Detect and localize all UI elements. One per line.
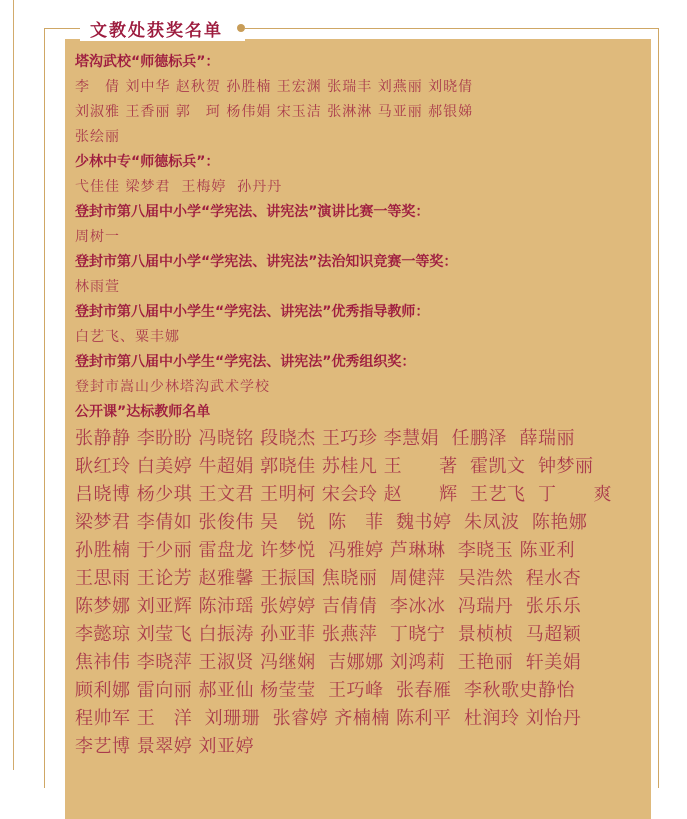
award-heading-line: 公开课”达标教师名单	[75, 404, 211, 420]
award-names-line: 弋佳佳 梁梦君 王梅婷 孙丹丹	[75, 179, 283, 195]
award-box	[65, 39, 651, 819]
award-heading-line: 登封市第八届中小学生“学宪法、讲宪法”优秀指导教师：	[75, 304, 430, 320]
teacher-grid-row: 顾利娜 雷向丽 郝亚仙 杨莹莹 王巧峰 张春雁 李秋歌史静怡	[75, 680, 575, 701]
award-heading-line: 登封市第八届中小学“学宪法、讲宪法”法治知识竞赛一等奖：	[75, 254, 458, 270]
award-names-line: 登封市嵩山少林塔沟武术学校	[75, 379, 270, 395]
title-dot-icon	[237, 24, 245, 32]
left-accent-line	[13, 0, 14, 770]
award-names-line: 刘淑雅 王香丽 郭 珂 杨伟娟 宋玉洁 张淋淋 马亚丽 郝银娣	[75, 104, 474, 120]
teacher-grid-row: 李懿琼 刘莹飞 白振涛 孙亚菲 张燕萍 丁晓宁 景桢桢 马超颖	[75, 624, 582, 645]
award-names-line: 林雨萱	[75, 279, 120, 295]
teacher-grid-row: 王思雨 王论芳 赵雅馨 王振国 焦晓丽 周健萍 吴浩然 程水杏	[75, 568, 582, 589]
teacher-grid-row: 吕晓博 杨少琪 王文君 王明柯 宋会玲 赵 辉 王艺飞 丁 爽	[75, 484, 612, 505]
teacher-grid-row: 张静静 李盼盼 冯晓铭 段晓杰 王巧珍 李慧娟 任鹏泽 薛瑞丽	[75, 428, 575, 449]
page-title: 文教处获奖名单	[90, 20, 223, 41]
award-heading-line: 少林中专“师德标兵”：	[75, 154, 220, 170]
award-names-line: 张绘丽	[75, 129, 120, 145]
teacher-grid-row: 焦祎伟 李晓萍 王淑贤 冯继娴 吉娜娜 刘鸿莉 王艳丽 轩美娟	[75, 652, 582, 673]
title-strip	[80, 15, 245, 41]
award-names-line: 周树一	[75, 229, 120, 245]
award-names-line: 白艺飞、粟丰娜	[75, 329, 180, 345]
teacher-grid-row: 陈梦娜 刘亚辉 陈沛瑶 张婷婷 吉倩倩 李冰冰 冯瑞丹 张乐乐	[75, 596, 582, 617]
award-names-line: 李 倩 刘中华 赵秋贺 孙胜楠 王宏渊 张瑞丰 刘燕丽 刘晓倩	[75, 79, 474, 95]
teacher-grid-row: 李艺博 景翠婷 刘亚婷	[75, 736, 254, 757]
award-heading-line: 登封市第八届中小学生“学宪法、讲宪法”优秀组织奖：	[75, 354, 416, 370]
teacher-grid-row: 耿红玲 白美婷 牛超娟 郭晓佳 苏桂凡 王 著 霍凯文 钟梦丽	[75, 456, 594, 477]
award-heading-line: 登封市第八届中小学“学宪法、讲宪法”演讲比赛一等奖：	[75, 204, 430, 220]
award-heading-line: 塔沟武校“师德标兵”：	[75, 54, 220, 70]
teacher-grid-row: 程帅军 王 洋 刘珊珊 张睿婷 齐楠楠 陈利平 杜润玲 刘怡丹	[75, 708, 582, 729]
teacher-grid-row: 孙胜楠 于少丽 雷盘龙 许梦悦 冯雅婷 芦琳琳 李晓玉 陈亚利	[75, 540, 575, 561]
teacher-grid-row: 梁梦君 李倩如 张俊伟 吴 锐 陈 菲 魏书婷 朱凤波 陈艳娜	[75, 512, 588, 533]
